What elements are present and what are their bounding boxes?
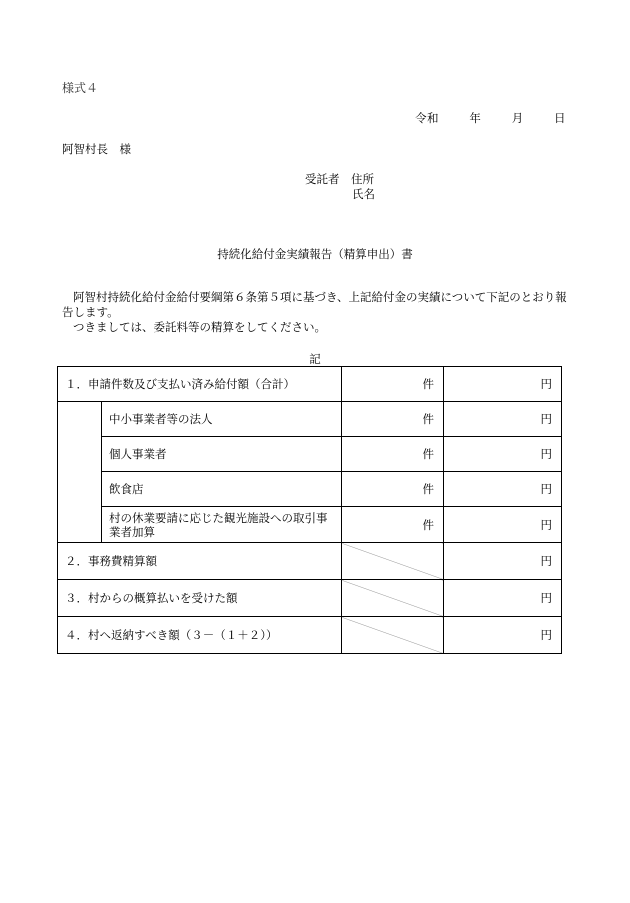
recipient: 阿智村長 様 bbox=[62, 142, 131, 156]
row2-amount-unit: 円 bbox=[444, 543, 562, 580]
sub2-count-unit: 件 bbox=[342, 437, 444, 472]
date-year: 年 bbox=[469, 111, 482, 125]
report-table bbox=[57, 366, 562, 654]
body-paragraph-2: つきましては、委託料等の精算をしてください。 bbox=[73, 320, 326, 334]
body-text bbox=[62, 290, 572, 335]
document-title: 持続化給付金実績報告（精算申出）書 bbox=[217, 247, 413, 261]
sub2-amount-unit: 円 bbox=[444, 437, 562, 472]
date-month: 月 bbox=[511, 111, 524, 125]
indent-cell bbox=[58, 402, 102, 543]
sub3-amount-unit: 円 bbox=[444, 472, 562, 507]
form-number: 様式４ bbox=[62, 81, 99, 95]
sub4-count-unit: 件 bbox=[342, 507, 444, 543]
ki-heading: 記 bbox=[309, 352, 321, 366]
row2-label: ２．事務費精算額 bbox=[58, 543, 342, 580]
sub4-amount-unit: 円 bbox=[444, 507, 562, 543]
sub1-count-unit: 件 bbox=[342, 402, 444, 437]
sub4-label: 村の休業要請に応じた観光施設への取引事業者加算 bbox=[102, 507, 342, 543]
date-line bbox=[415, 110, 566, 126]
row1-amount-unit: 円 bbox=[444, 367, 562, 402]
sub1-amount-unit: 円 bbox=[444, 402, 562, 437]
body-paragraph-1: 阿智村持続化給付金給付要綱第６条第５項に基づき、上記給付金の実績について下記のとおり報告します。 bbox=[62, 290, 567, 319]
date-day: 日 bbox=[554, 111, 566, 125]
date-era: 令和 bbox=[415, 111, 440, 125]
table-row bbox=[58, 580, 562, 617]
table-row bbox=[58, 617, 562, 654]
row2-blank-diagonal bbox=[342, 543, 444, 580]
sub1-label: 中小事業者等の法人 bbox=[102, 402, 342, 437]
sub3-label: 飲食店 bbox=[102, 472, 342, 507]
row1-label: １．申請件数及び支払い済み給付額（合計） bbox=[58, 367, 342, 402]
sub3-count-unit: 件 bbox=[342, 472, 444, 507]
contractor-name-label: 氏名 bbox=[352, 187, 375, 201]
sub2-label: 個人事業者 bbox=[102, 437, 342, 472]
contractor-address-label: 受託者 住所 bbox=[305, 172, 374, 186]
row4-amount-unit: 円 bbox=[444, 617, 562, 654]
row3-label: ３．村からの概算払いを受けた額 bbox=[58, 580, 342, 617]
table-row bbox=[58, 367, 562, 402]
row1-count-unit: 件 bbox=[342, 367, 444, 402]
table-row bbox=[58, 402, 562, 437]
row3-amount-unit: 円 bbox=[444, 580, 562, 617]
row3-blank-diagonal bbox=[342, 580, 444, 617]
table-row bbox=[58, 507, 562, 543]
table-row bbox=[58, 437, 562, 472]
row4-label: ４．村へ返納すべき額（３－（１＋２）） bbox=[58, 617, 342, 654]
row4-blank-diagonal bbox=[342, 617, 444, 654]
table-row bbox=[58, 543, 562, 580]
table-row bbox=[58, 472, 562, 507]
